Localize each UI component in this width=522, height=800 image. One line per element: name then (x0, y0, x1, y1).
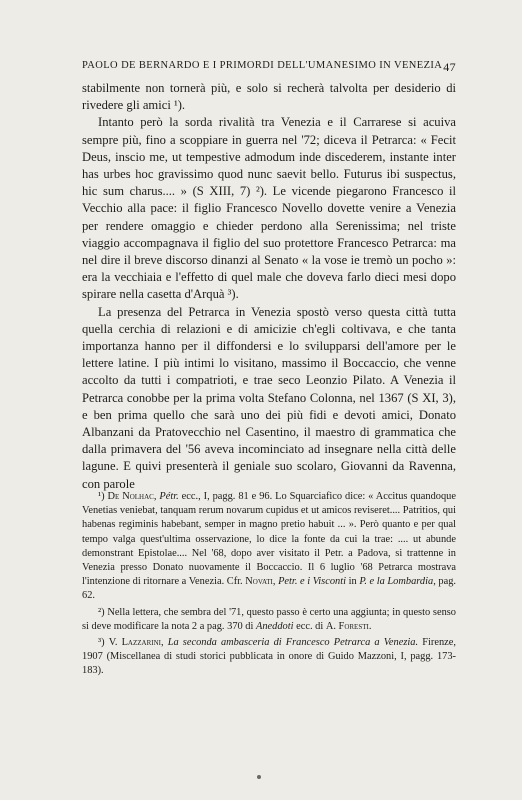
footnote-text: , pag. 62. (82, 576, 457, 602)
author-name: De Nolhac (107, 491, 154, 502)
work-title: Aneddoti (256, 620, 294, 632)
author-name: V. Lazzarini, (108, 637, 164, 649)
author-name: Novati (245, 576, 273, 588)
paragraph-2: Intanto però la sorda rivalità tra Venezia e il Carrarese si acuiva sempre più, fino a scoppiare in guerra nel '72; diceva il Petrarca: « Fecit Deus, inscio me, ut tempestive admodum inde discederem, instante inter has urbes hoc gravissimo quod nunc saevit bello. Futurus ibi suspectus, hic sum charus.... » (S XIII, 7) ²). Le vicende piegarono Francesco il Vecchio alla pace: il figlio Francesco Novello dovette venire a Venezia per rendere omaggio e chieder perdono alla Serenissima; nel triste viaggio accompagnava il figlio del suo protettore Francesco Petrarca: ma nel dire il breve discorso dinanzi al Senato « la vose ie tremò un pocho »: era la vecchiaia e l'effetto di quel male che doveva farlo dieci mesi dopo spirare nella casetta d'Arquà ³). (82, 115, 456, 302)
author-name: A. Foresti. (325, 620, 372, 632)
work-title: Petr. e i Visconti (278, 576, 346, 588)
work-title: Pétr. (159, 491, 179, 502)
work-title: La seconda ambasceria di Francesco Petrarca a Venezia. (167, 637, 419, 649)
footnote-marker: ³) (98, 637, 105, 649)
main-text (82, 80, 456, 493)
running-title: PAOLO DE BERNARDO E I PRIMORDI DELL'UMANESIMO IN VENEZIA (82, 60, 443, 71)
paragraph-1: stabilmente non tornerà più, e solo si recherà talvolta per desiderio di rivedere gli amici ¹). (82, 81, 456, 113)
page-number: 47 (443, 60, 456, 74)
footnote-text: Firenze, 1907 (Miscellanea di studi storici pubblicata in onore di Guido Mazzoni, I, pagg. 173-183). (82, 637, 456, 677)
paragraph-3: La presenza del Petrarca in Venezia spostò verso questa città tutta quella cerchia di relazioni e di amicizie ch'egli coltivava, e che tanta importanza hanno per il diffondersi e lo svilupparsi dell'amore per le lettere latine. I più intimi lo visitano, massimo il Boccaccio, che venne accolto da tutti i compatrioti, e trae seco Leonzio Pilato. A Venezia il Petrarca conobbe per la prima volta Stefano Colonna, nel 1367 (S XI, 3), e ben prima quello che sarà uno dei più fidi e devoti amici, Donato Albanzani da Pratovecchio nel Casentino, il maestro di grammatica che dalla primavera del '56 aveva incominciato ad insegnare nella città delle lagune. E quivi presenterà il geniale suo scolaro, Giovanni da Ravenna, con parole (82, 304, 456, 491)
work-title: P. e la Lombardia (359, 576, 434, 588)
footnote-1: ¹) De Nolhac, Pétr. ecc., I, pagg. 81 e 96. Lo Squarciafico dice: « Accitus quandoque Venetias veniebat, tanquam rerum novarum cupidus et ut amicos reviseret.... Patritios, qui habenas regiminis habebant, semper in magno pretio habuit ... ». Però quanto e per qual tempo valga quest'ultima osservazione, lo dice la fonte da cui la trae: .... ut abunde demonstrant Epistolae.... Nel '68, dopo aver visitato il Petr. a Padova, si trattenne in Venezia presso Donato nuovamente il Boccaccio. Il 6 luglio '68 Petrarca mostrava l'intenzione di ritornare a Venezia. Cfr. Novati, Petr. e i Visconti in P. e la Lombardia, pag. 62. (82, 491, 457, 602)
footnote-marker: ¹) (98, 491, 105, 502)
footnote-text: ecc., I, pagg. 81 e 96. Lo Squarciafico dice: « Accitus quandoque Venetias veniebat, tanquam rerum novarum cupidus et ut amicos reviseret.... Patritios, qui habenas regiminis habebant, semper in magno pretio habuit ... ». Però quanto e per qual tempo valga quest'ultima osservazione, lo dice la fonte da cui la trae: .... ut abunde demonstrant Epistolae.... Nel '68, dopo aver visitato il Petr. a Padova, si trattenne in Venezia presso Donato nuovamente il Boccaccio. Il 6 luglio '68 Petrarca mostrava l'intenzione di ritornare a Venezia. Cfr. (82, 491, 456, 588)
footnote-3 (82, 636, 456, 679)
footnote-text: Nella lettera, che sembra del '71, questo passo è certo una aggiunta; in questo senso si deve modificare la nota 2 a pag. 370 di (82, 606, 456, 632)
page-speck (257, 775, 261, 779)
footnote-text: ecc. di (296, 620, 324, 632)
footnotes (82, 490, 456, 681)
footnote-2 (82, 606, 456, 634)
footnote-marker: ²) (98, 606, 105, 618)
footnote-text: in (348, 576, 357, 588)
